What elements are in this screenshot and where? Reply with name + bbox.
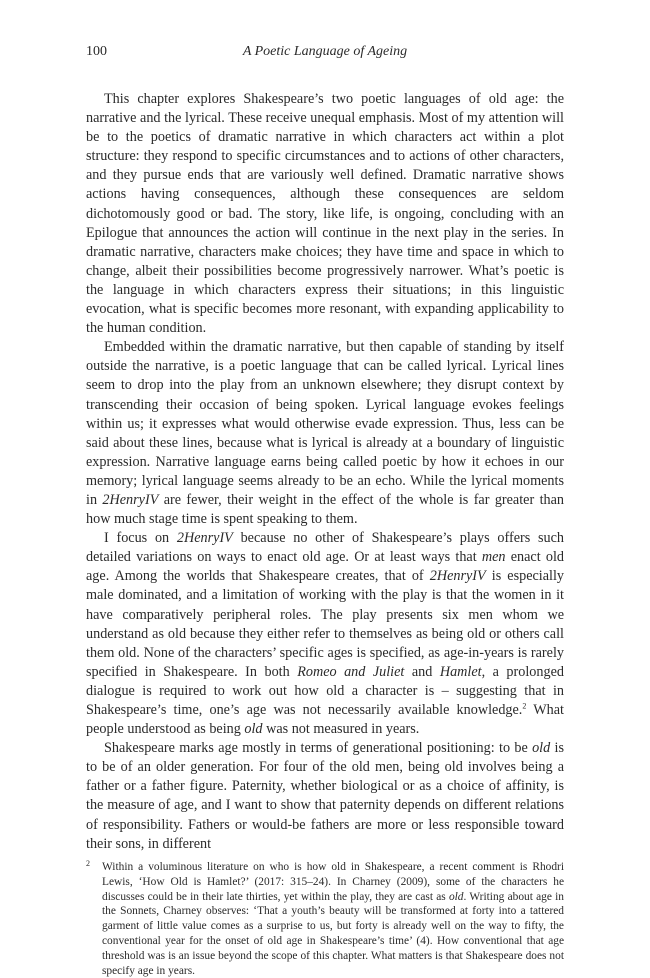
footnote-text: Within a voluminous literature on who is how old in Shakespeare, a recent comment is Rhodri Lewis, ‘How Old is Hamlet?’ (2017: 315–24). In Charney (2009), some of the characters he discusses could be in their late thirties, yet within the play, they are cast as old. Writing about age in the Sonnets, Charney observes: ‘That a youth’s beauty will be transformed at forty into a tattered garment of little value comes as a surprise to us, but forty is already well on the way to fifty, the conventional year for the onset of old age in Shakespeare’s time’ (4). How conventional that age threshold was is an issue beyond the scope of this chapter. What matters is that Shakespeare does not specify age in years. bbox=[102, 861, 565, 977]
paragraph-4: Shakespeare marks age mostly in terms of generational positioning: to be old is to be of an older generation. For four of the old men, being old involves being a father or a father figure. Paternity, whether biological or as a choice of affinity, is the measure of age, and I want to show that paternity depends on different relations of responsibility. Fathers or would-be fathers are more or less responsible toward their sons, in different bbox=[86, 740, 564, 852]
body-text bbox=[86, 90, 564, 854]
italic-text: Hamlet bbox=[439, 663, 482, 680]
italic-text: men bbox=[481, 549, 506, 566]
paragraph-1: This chapter explores Shakespeare’s two poetic languages of old age: the narrative and the lyrical. These receive unequal emphasis. Most of my attention will be to the poetics of dramatic narrative in which characters act within a plot structure: they respond to specific circumstances and to actions of other characters, and they pursue ends that are variously well defined. Dramatic narrative shows actions having consequences, although these consequences are seldom dichotomously good or bad. The story, like life, is ongoing, concluding with an Epilogue that announces the action will continue in the next play in the series. In dramatic narrative, characters make choices; they have time and space in which to change, albeit their possibilities become progressively narrower. What’s poetic is the language in which characters express their situations; in this linguistic evocation, what is specific becomes more resonant, with expanding applicability to the human condition. bbox=[86, 91, 564, 337]
italic-text: 2HenryIV bbox=[176, 530, 233, 547]
page-number: 100 bbox=[86, 44, 107, 59]
paragraph-2: Embedded within the dramatic narrative, but then capable of standing by itself outside the narrative, is a poetic language that can be called lyrical. Lyrical lines seem to drop into the play from an unknown elsewhere; they disrupt context by transcending their occasion of being spoken. Lyrical language evokes feelings within us; it expresses what would otherwise evade expression. Thus, less can be said about these lines, because what is lyrical is already at a boundary of linguistic expression. Narrative language earns being called poetic by how it echoes in our memory; lyrical language seems already to be an echo. While the lyrical moments in 2HenryIV are fewer, their weight in the effect of the whole is far greater than how much stage time is spent speaking to them. bbox=[86, 339, 564, 528]
italic-text: old bbox=[532, 740, 551, 757]
italic-text: 2HenryIV bbox=[429, 568, 486, 585]
italic-text: 2HenryIV bbox=[102, 491, 159, 508]
footnote-reference[interactable]: 2 bbox=[522, 701, 527, 711]
italic-text: Romeo and Juliet bbox=[297, 663, 405, 680]
footnote-marker: 2 bbox=[86, 859, 90, 868]
italic-text: old bbox=[448, 890, 464, 903]
footnote bbox=[86, 860, 564, 978]
running-head bbox=[86, 44, 564, 64]
running-title: A Poetic Language of Ageing bbox=[242, 44, 408, 59]
italic-text: old bbox=[244, 721, 263, 738]
paragraph-3: I focus on 2HenryIV because no other of Shakespeare’s plays offers such detailed variations on ways to enact old age. Or at least ways that men enact old age. Among the worlds that Shakespeare creates, that of 2HenryIV is especially male dominated, and a limitation of working with the play is that the women in it have comparatively peripheral roles. The play presents six men whom we understand as old because they either refer to themselves as being old or others call them old. None of the characters’ specific ages is specified, as age-in-years is rarely specified in Shakespeare. In both Romeo and Juliet and Hamlet, a prolonged dialogue is required to work out how old a character is – suggesting that in Shakespeare’s time, one’s age was not necessarily available knowledge.$^2$ What people understood as being old was not measured in years. bbox=[86, 530, 564, 738]
